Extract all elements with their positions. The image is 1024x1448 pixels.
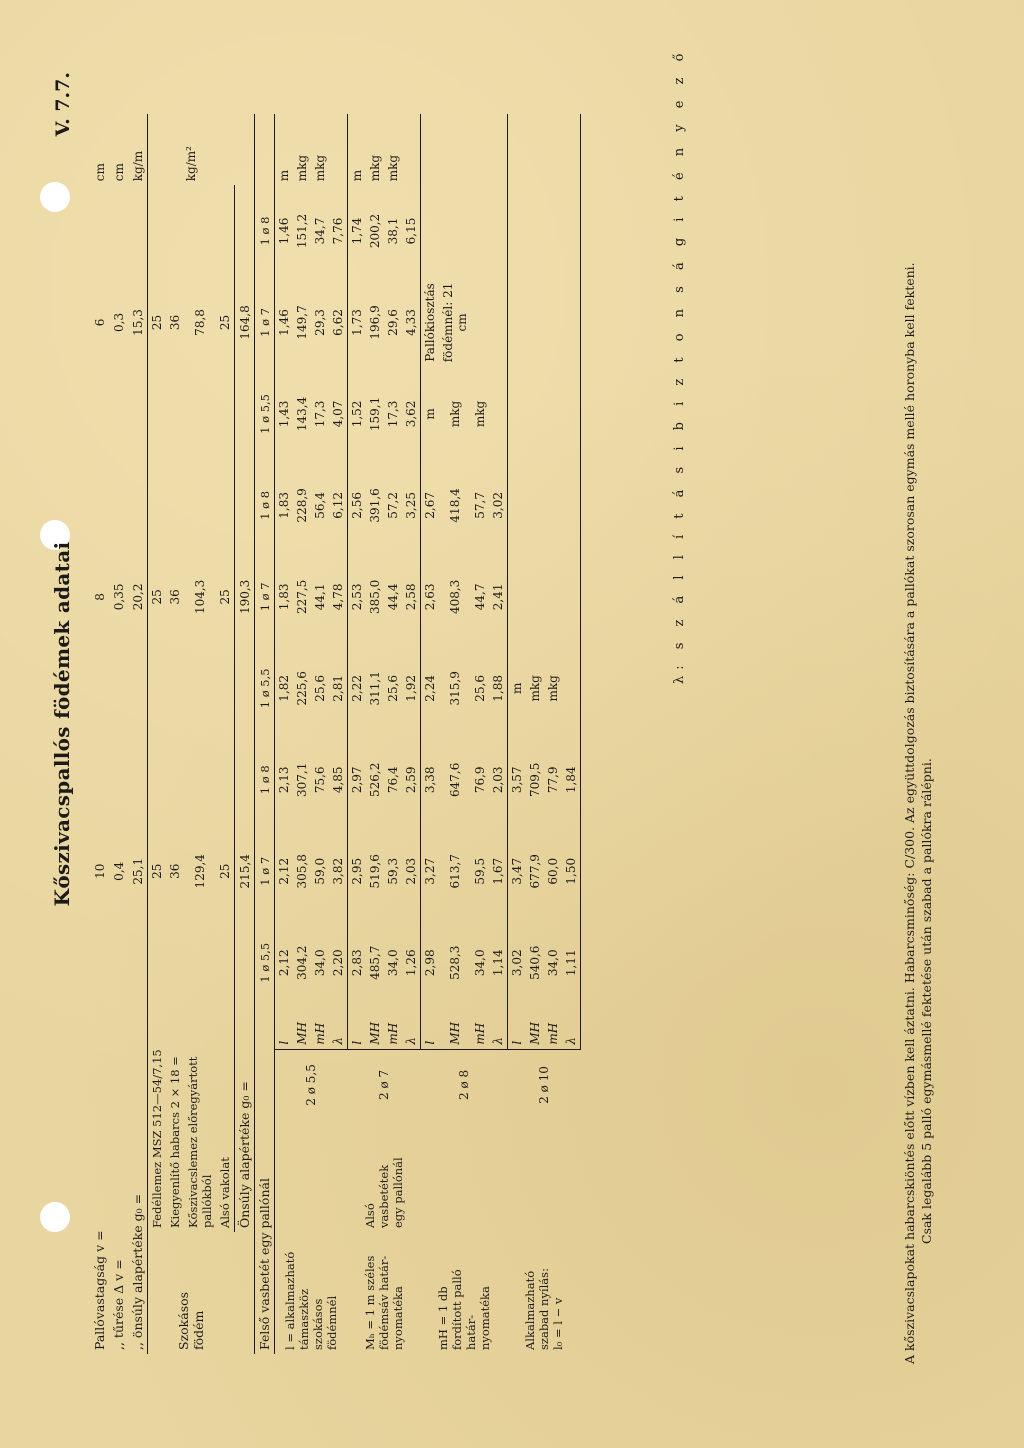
cell-value (508, 460, 527, 551)
cell-value (489, 368, 508, 459)
cell-value: 143,4 (295, 396, 309, 432)
bottom-rebar: 2 ø 10 (508, 1049, 581, 1120)
cell-value: 7,76 (329, 185, 348, 276)
layer-value: 25 (150, 589, 164, 605)
cell-value: 76,9 (473, 766, 487, 794)
cell-value: m (423, 408, 437, 420)
cell-value: 60,0 (546, 857, 560, 885)
lambda-note: λ: s z á l l í t á s i b i z t o n s á g i t é n y e z ő (672, 47, 687, 684)
cell-value: 4,78 (329, 551, 348, 642)
cell-value (562, 368, 581, 459)
cell-value (562, 185, 581, 276)
row-symbol: λ (562, 1008, 581, 1049)
footnote: A kőszivacslapokat habarcskiöntés előtt vízben kell áztatni. Habarcsminőség: C/300. Az együttdolgozás biztosítására a pallókat szorosan egymás mellé horonyba kell fekteni. (902, 262, 917, 1364)
cell-value: 3,62 (402, 368, 421, 459)
cell-value: Pallókiosztás (423, 283, 437, 362)
cell-value: 1,88 (489, 643, 508, 734)
rebar-col: 1 ø 7 (255, 551, 275, 642)
row-symbol: λ (489, 1008, 508, 1049)
cell-value: 29,6 (386, 309, 400, 336)
cell-value (421, 185, 440, 276)
row-unit (329, 114, 348, 185)
layer-value: 78,8 (193, 309, 207, 336)
cell-value: 196,9 (368, 305, 382, 340)
cell-value: 311,1 (368, 671, 382, 706)
moment-label (348, 1232, 421, 1354)
row-unit (439, 114, 471, 185)
cell-value: 56,4 (313, 492, 327, 519)
left-label-line: Mₕ = 1 m széles födémsáv határ- (363, 1255, 391, 1350)
cell-value: 2,67 (423, 492, 437, 519)
rebar-col: 1 ø 5,5 (255, 917, 275, 1008)
row-symbol: MH (528, 1021, 542, 1045)
cell-value: 391,6 (368, 488, 382, 523)
header-value: 8 (92, 593, 107, 601)
header-row-selfweight (128, 114, 148, 1354)
cell-value: 1,14 (489, 917, 508, 1008)
also-label-line: vasbetétek (377, 1164, 391, 1229)
rebar-col: 1 ø 8 (255, 460, 275, 551)
layer-label: Alsó vakolat (216, 1008, 235, 1232)
header-value: 20,2 (128, 460, 148, 734)
cell-value: 34,0 (546, 949, 560, 977)
cell-value: 647,6 (448, 762, 462, 797)
cell-value (526, 185, 544, 276)
cell-value: 6,12 (329, 460, 348, 551)
cell-value (562, 277, 581, 368)
cell-value: 44,1 (313, 583, 327, 611)
cell-value: 200,2 (368, 213, 382, 249)
layer-label: Kőszivacslemez előregyártott pallókból (186, 1056, 214, 1229)
row-unit (508, 114, 527, 185)
cell-value: 77,9 (546, 766, 560, 794)
cell-value (526, 368, 544, 459)
cell-value (562, 551, 581, 642)
header-value: 10 (92, 863, 107, 879)
data-table (90, 114, 581, 1354)
rebar-col: 1 ø 5,5 (255, 643, 275, 734)
cell-value: 2,13 (277, 766, 291, 794)
also-label-line: Alsó (363, 1203, 377, 1229)
tolerance-label: ,, tűrése Δ v = (111, 1259, 126, 1350)
cell-value: 2,63 (423, 583, 437, 611)
cell-value: 2,81 (329, 643, 348, 734)
cell-value: 1,84 (562, 734, 581, 825)
left-label-line: nyomatéka (478, 1286, 492, 1350)
cell-value: 25,6 (313, 674, 327, 702)
rebar-header-label: Felső vasbetét egy pallónál (255, 1008, 275, 1354)
layer-value: 25 (150, 863, 164, 879)
cell-value: 528,3 (448, 945, 462, 980)
footnote: Csak legalább 5 palló egymásmellé fektetése után szabad a pallókra rálépni. (919, 758, 934, 1244)
header-unit: cm (111, 163, 126, 182)
group-row (275, 114, 294, 1354)
cell-value: 2,59 (402, 734, 421, 825)
layer-value: 36 (168, 863, 182, 879)
cell-value (489, 185, 508, 276)
header-value: 6 (92, 318, 107, 327)
layer-label: Kiegyenlítő habarcs 2 × 18 = (168, 1056, 182, 1229)
cell-value: 59,5 (473, 857, 487, 885)
row-unit: mkg (368, 154, 382, 182)
cell-value: 3,27 (423, 857, 437, 885)
page-title: Kőszivacspallós födémek adatai (50, 541, 74, 907)
left-label-line: l = alkalmazható támaszköz szokásos (283, 1251, 326, 1350)
floor-layer-row (148, 114, 167, 1354)
cell-value: 2,03 (402, 826, 421, 917)
cell-value: mkg (546, 675, 560, 702)
layer-value: 104,3 (193, 579, 207, 615)
layer-value: 25 (150, 314, 164, 331)
row-symbol: MH (368, 1021, 382, 1045)
floor-type-line: födém (191, 1310, 207, 1350)
cell-value: 1,46 (277, 309, 291, 336)
footnotes (900, 84, 936, 1364)
cell-value: 29,3 (313, 309, 327, 336)
layer-value: 36 (168, 314, 182, 331)
cell-value: 1,83 (277, 583, 291, 611)
cell-value: 2,12 (277, 949, 291, 977)
cell-value (526, 277, 544, 368)
row-symbol: mH (386, 1022, 400, 1045)
header-value: 15,3 (128, 185, 148, 459)
floor-type-label (148, 1232, 235, 1354)
header-row-thickness (90, 114, 109, 1354)
cell-value: 4,85 (329, 734, 348, 825)
cell-value: 3,38 (423, 766, 437, 794)
selfweight-label: ,, önsúly alapértéke g₀ = (128, 1008, 148, 1354)
row-symbol: λ (402, 1008, 421, 1049)
header-row-tolerance (109, 114, 128, 1354)
row-unit (562, 114, 581, 185)
rebar-col: 1 ø 8 (255, 185, 275, 276)
cell-value: 1,82 (277, 674, 291, 702)
cell-value: 3,02 (489, 460, 508, 551)
cell-value: 59,0 (313, 857, 327, 885)
cell-value: 1,67 (489, 826, 508, 917)
cell-value (526, 551, 544, 642)
cell-value: 225,6 (295, 671, 309, 706)
cell-value: mkg (473, 400, 487, 428)
cell-value: 2,98 (423, 949, 437, 977)
left-label-line: l₀ = l − v (551, 1297, 565, 1350)
total-value: 190,3 (235, 460, 255, 734)
left-label-line: födémnél (325, 1295, 340, 1350)
cell-value: 34,7 (313, 217, 327, 245)
cell-value: 2,97 (350, 766, 364, 794)
row-unit (471, 114, 489, 185)
left-label-line: mH = 1 db fordított palló határ- (436, 1269, 478, 1350)
cell-value: 526,2 (368, 762, 382, 797)
cell-value: 2,22 (350, 674, 364, 702)
row-symbol: l (277, 1040, 291, 1045)
rebar-header-row (255, 114, 275, 1354)
row-symbol: MH (295, 1021, 309, 1045)
row-unit: mkg (386, 154, 400, 182)
layer-label: Fedéllemez MSZ 512—54/7,15 (150, 1049, 164, 1229)
cell-value: 1,43 (277, 400, 291, 428)
layer-value: 129,4 (193, 854, 207, 889)
total-selfweight-row (235, 114, 255, 1354)
cell-value: 2,24 (423, 674, 437, 702)
group-row (348, 114, 367, 1354)
row-symbol: λ (329, 1008, 348, 1049)
total-value: 164,8 (235, 185, 255, 459)
also-label (508, 1120, 581, 1232)
cell-value (439, 185, 471, 276)
row-unit (421, 114, 440, 185)
cell-value: 2,56 (350, 492, 364, 519)
cell-value: 304,2 (295, 945, 309, 980)
cell-value: 17,3 (386, 400, 400, 428)
row-unit: mkg (313, 154, 327, 182)
group-row (508, 114, 527, 1354)
cell-value: 25,6 (473, 674, 487, 702)
floor-layer-row (184, 114, 216, 1354)
cell-value: 57,2 (386, 492, 400, 519)
row-unit (544, 114, 562, 185)
left-label-line: nyomatéka (391, 1286, 405, 1350)
row-symbol: l (423, 1040, 437, 1045)
rebar-col: 1 ø 5,5 (255, 368, 275, 459)
cell-value: 613,7 (448, 854, 462, 889)
bottom-rebar: 2 ø 8 (421, 1049, 508, 1120)
cell-value (544, 551, 562, 642)
cell-value: 677,9 (528, 854, 542, 889)
layer-value: 25 (216, 460, 235, 734)
cell-value: 57,7 (473, 492, 487, 519)
cell-value: 418,4 (448, 488, 462, 523)
cell-value: 3,25 (402, 460, 421, 551)
cell-value: 1,74 (350, 217, 364, 245)
cell-value (489, 277, 508, 368)
bottom-rebar: 2 ø 5,5 (275, 1049, 348, 1120)
cell-value: 25,6 (386, 674, 400, 702)
also-label (421, 1120, 508, 1232)
groups-body (275, 114, 581, 1354)
cell-value: 76,4 (386, 766, 400, 794)
cell-value: födémnél: 21 cm (441, 282, 469, 363)
cell-value: 59,3 (386, 857, 400, 885)
also-label-line: egy pallónál (391, 1157, 405, 1229)
header-value: 0,4 (111, 861, 126, 881)
cell-value: 38,1 (386, 217, 400, 245)
header-value: 25,1 (128, 734, 148, 1008)
cell-value: 6,15 (402, 185, 421, 276)
row-unit: m (277, 169, 291, 182)
cell-value: 227,5 (295, 579, 309, 615)
cell-value: 1,83 (277, 492, 291, 519)
header-value: 0,3 (111, 312, 126, 332)
cell-value: 2,12 (277, 857, 291, 885)
header-value: 0,35 (111, 583, 126, 611)
group-row (421, 114, 440, 1354)
cell-value: 2,83 (350, 949, 364, 977)
cell-value: 485,7 (368, 945, 382, 980)
row-symbol: mH (313, 1022, 327, 1045)
row-symbol: l (350, 1040, 364, 1045)
floor-layer-row (166, 114, 184, 1354)
floor-type-line: Szokásos (176, 1291, 192, 1350)
cell-value: 1,11 (562, 917, 581, 1008)
cell-value: 2,03 (489, 734, 508, 825)
cell-value: 6,62 (329, 277, 348, 368)
cell-value: 34,0 (313, 949, 327, 977)
left-label-line: Alkalmazható szabad nyílás: (523, 1268, 551, 1350)
plank-moment-label (421, 1232, 508, 1354)
also-label (275, 1120, 348, 1232)
cell-value: 75,6 (313, 766, 327, 794)
cell-value: 1,50 (562, 826, 581, 917)
floor-layer-row (216, 114, 235, 1354)
cell-value (562, 460, 581, 551)
cell-value: 3,82 (329, 826, 348, 917)
rebar-col: 1 ø 7 (255, 826, 275, 917)
cell-value (508, 551, 527, 642)
cell-value: 17,3 (313, 400, 327, 428)
row-symbol: mH (473, 1022, 487, 1045)
total-label: Önsúly alapértéke g₀ = (235, 1008, 255, 1232)
cell-value: 2,58 (402, 551, 421, 642)
cell-value: 315,9 (448, 671, 462, 706)
row-unit (526, 114, 544, 185)
total-value: 215,4 (235, 734, 255, 1008)
cell-value: mkg (448, 400, 462, 428)
row-unit: mkg (295, 154, 309, 182)
cell-value: 307,1 (295, 762, 309, 797)
cell-value (508, 368, 527, 459)
layer-unit: kg/m² (184, 146, 199, 182)
layer-value: 36 (168, 589, 182, 605)
cell-value: 3,47 (510, 857, 524, 885)
cell-value: 2,20 (329, 917, 348, 1008)
thickness-label: Pallóvastagság v = (92, 1230, 107, 1350)
cell-value: 1,46 (277, 217, 291, 245)
cell-value: 408,3 (448, 579, 462, 615)
cell-value: 4,07 (329, 368, 348, 459)
cell-value: 1,73 (350, 309, 364, 336)
cell-value: 44,7 (473, 583, 487, 611)
cell-value: 4,33 (402, 277, 421, 368)
cell-value: 3,02 (510, 949, 524, 977)
cell-value: m (510, 682, 524, 695)
clear-span-label (508, 1232, 581, 1354)
row-symbol: mH (546, 1022, 560, 1045)
cell-value: mkg (528, 675, 542, 702)
cell-value: 1,92 (402, 643, 421, 734)
cell-value (526, 460, 544, 551)
cell-value: 305,8 (295, 854, 309, 889)
also-label (348, 1120, 421, 1232)
span-label (275, 1232, 348, 1354)
cell-value: 385,0 (368, 579, 382, 615)
row-unit (402, 114, 421, 185)
cell-value (508, 185, 527, 276)
cell-value: 2,53 (350, 583, 364, 611)
header-unit: kg/m (128, 114, 148, 185)
cell-value: 540,6 (528, 945, 542, 980)
cell-value: 44,4 (386, 583, 400, 611)
cell-value (508, 277, 527, 368)
cell-value (562, 643, 581, 734)
table-code: V. 7.7. (52, 72, 74, 137)
rebar-col: 1 ø 7 (255, 277, 275, 368)
bottom-rebar: 2 ø 7 (348, 1049, 421, 1120)
cell-value: 709,5 (528, 762, 542, 797)
row-symbol: l (510, 1040, 524, 1045)
cell-value (544, 277, 562, 368)
cell-value (544, 460, 562, 551)
cell-value: 3,57 (510, 766, 524, 794)
cell-value: 159,1 (368, 396, 382, 432)
cell-value (471, 277, 489, 368)
cell-value: 1,52 (350, 400, 364, 428)
cell-value: 149,7 (295, 305, 309, 340)
rotated-table-sheet (32, 34, 992, 1414)
header-unit: cm (92, 163, 107, 182)
cell-value: 34,0 (473, 949, 487, 977)
cell-value (544, 185, 562, 276)
layer-value: 25 (216, 734, 235, 1008)
cell-value: 2,95 (350, 857, 364, 885)
row-unit (489, 114, 508, 185)
cell-value: 519,6 (368, 854, 382, 889)
rebar-col: 1 ø 8 (255, 734, 275, 825)
row-symbol: MH (448, 1021, 462, 1045)
row-unit: m (350, 169, 364, 182)
cell-value: 2,41 (489, 551, 508, 642)
cell-value: 1,26 (402, 917, 421, 1008)
cell-value (544, 368, 562, 459)
cell-value: 151,2 (295, 213, 309, 249)
layer-value: 25 (216, 185, 235, 459)
cell-value: 228,9 (295, 488, 309, 523)
cell-value (471, 185, 489, 276)
cell-value: 34,0 (386, 949, 400, 977)
